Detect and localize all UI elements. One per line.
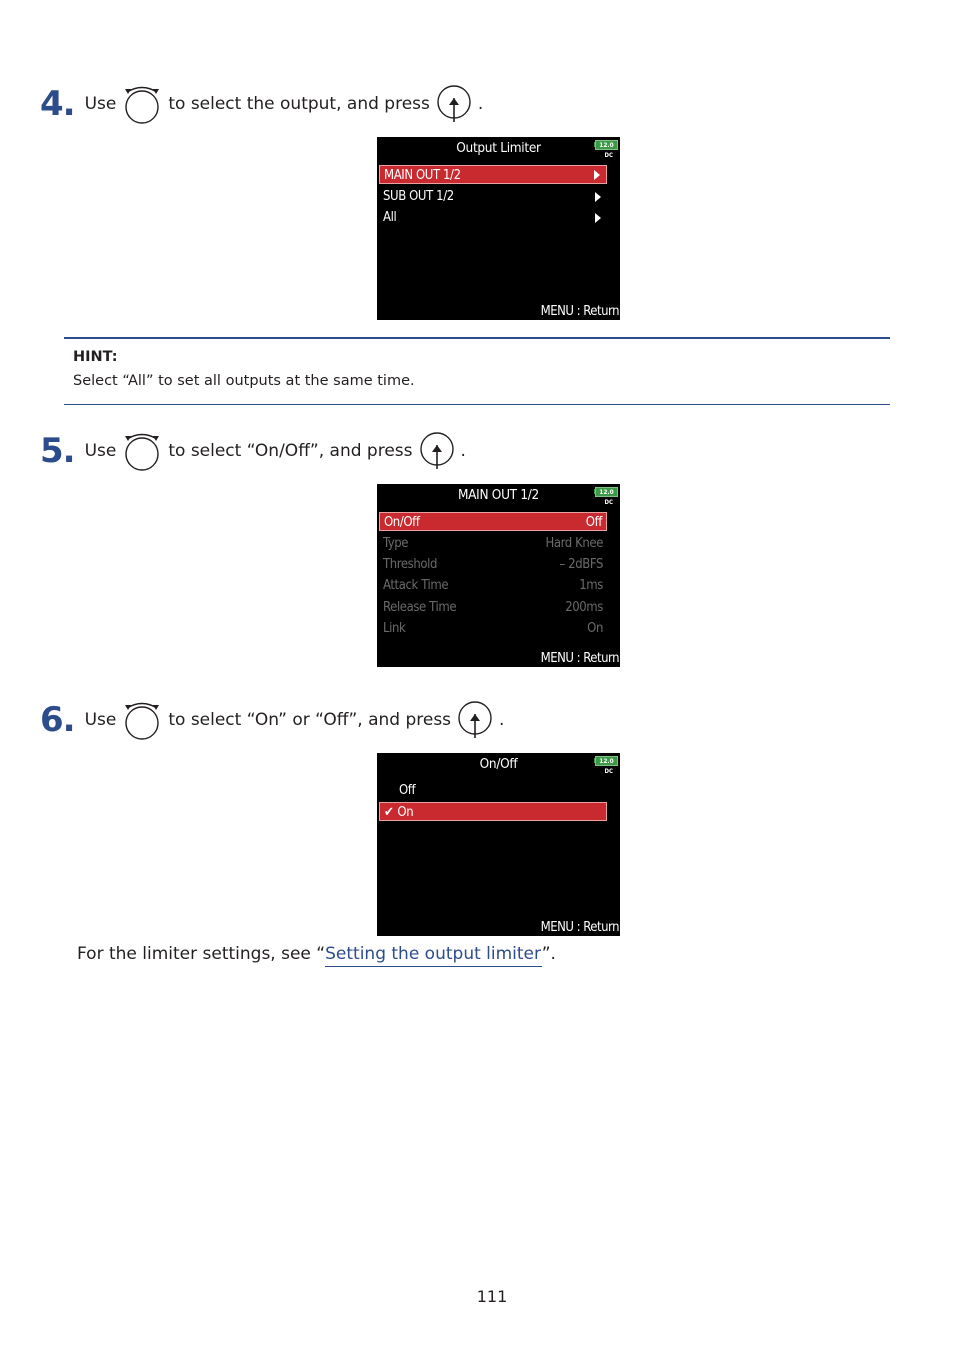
note-text-before: For the limiter settings, see “ xyxy=(77,944,326,964)
battery-level: 12.0 xyxy=(595,140,618,150)
step-period: . xyxy=(499,710,505,730)
step-instruction: to select the output, and press xyxy=(168,94,430,114)
menu-item-value: Hard Knee xyxy=(545,536,603,551)
menu-item-attack-time xyxy=(379,576,607,595)
menu-item-label: Link xyxy=(383,621,406,636)
battery-icon xyxy=(594,140,618,158)
battery-source: DC xyxy=(604,152,613,159)
battery-level: 12.0 xyxy=(595,487,618,497)
step-text-use: Use xyxy=(84,94,117,114)
screen-on-off xyxy=(377,753,620,936)
menu-item-label: MAIN OUT 1/2 xyxy=(384,168,461,183)
step-number: 6. xyxy=(40,700,75,740)
menu-item-threshold xyxy=(379,555,607,574)
menu-item-label: All xyxy=(383,210,397,225)
hint-box xyxy=(64,337,890,405)
step-text-use: Use xyxy=(84,441,117,461)
battery-level: 12.0 xyxy=(595,756,618,766)
option-on[interactable] xyxy=(379,802,607,821)
screen-main-out xyxy=(377,484,620,667)
option-label: On xyxy=(397,805,414,820)
arrow-right-icon xyxy=(595,213,601,223)
push-button-icon xyxy=(457,700,495,740)
battery-source: DC xyxy=(604,768,613,775)
battery-source: DC xyxy=(604,499,613,506)
step-text-use: Use xyxy=(84,710,117,730)
step-instruction: to select “On/Off”, and press xyxy=(168,441,413,461)
option-off[interactable] xyxy=(379,781,607,800)
screen-footer: MENU : Return xyxy=(540,651,619,666)
step-6 xyxy=(40,698,504,742)
screen-output-limiter xyxy=(377,137,620,320)
dial-icon xyxy=(122,82,162,126)
dial-icon xyxy=(122,429,162,473)
screen-footer: MENU : Return xyxy=(540,920,619,935)
menu-item-release-time xyxy=(379,598,607,617)
hint-title: HINT: xyxy=(73,349,118,365)
menu-item-label: Threshold xyxy=(383,557,438,572)
step-4 xyxy=(40,82,483,126)
screen-title: On/Off xyxy=(479,756,518,772)
menu-item-link xyxy=(379,619,607,638)
menu-item-label: Type xyxy=(383,536,409,551)
note-text-after: ”. xyxy=(541,944,556,964)
step-number: 4. xyxy=(40,84,75,124)
battery-icon xyxy=(594,756,618,774)
option-label: Off xyxy=(399,783,416,798)
menu-item-sub-out[interactable] xyxy=(379,187,607,206)
menu-item-on-off[interactable] xyxy=(379,512,607,531)
screen-title: Output Limiter xyxy=(456,140,541,156)
step-period: . xyxy=(460,441,466,461)
page-number: 111 xyxy=(476,1287,508,1306)
menu-item-value: On xyxy=(587,621,603,636)
hint-text: Select “All” to set all outputs at the same time. xyxy=(73,373,415,389)
menu-item-label: On/Off xyxy=(384,515,420,530)
limiter-settings-note xyxy=(77,944,556,964)
battery-icon xyxy=(594,487,618,505)
menu-item-label: SUB OUT 1/2 xyxy=(383,189,454,204)
screen-title: MAIN OUT 1/2 xyxy=(458,487,539,503)
arrow-right-icon xyxy=(595,192,601,202)
check-icon: ✔ xyxy=(384,805,394,820)
menu-item-label: Attack Time xyxy=(383,578,449,593)
step-5 xyxy=(40,429,466,473)
setting-output-limiter-link[interactable]: Setting the output limiter xyxy=(325,944,542,967)
menu-item-value: 200ms xyxy=(565,600,603,615)
step-period: . xyxy=(477,94,484,114)
menu-item-all[interactable] xyxy=(379,208,607,227)
push-button-icon xyxy=(436,84,474,124)
dial-icon xyxy=(122,698,162,742)
menu-item-value: 1ms xyxy=(579,578,603,593)
menu-item-value: Off xyxy=(585,515,602,530)
step-number: 5. xyxy=(40,431,75,471)
menu-item-type xyxy=(379,534,607,553)
screen-footer: MENU : Return xyxy=(540,304,619,319)
menu-item-value: – 2dBFS xyxy=(559,557,603,572)
menu-item-main-out[interactable] xyxy=(379,165,607,184)
push-button-icon xyxy=(419,431,457,471)
step-instruction: to select “On” or “Off”, and press xyxy=(168,710,452,730)
menu-item-label: Release Time xyxy=(383,600,457,615)
arrow-right-icon xyxy=(594,170,600,180)
